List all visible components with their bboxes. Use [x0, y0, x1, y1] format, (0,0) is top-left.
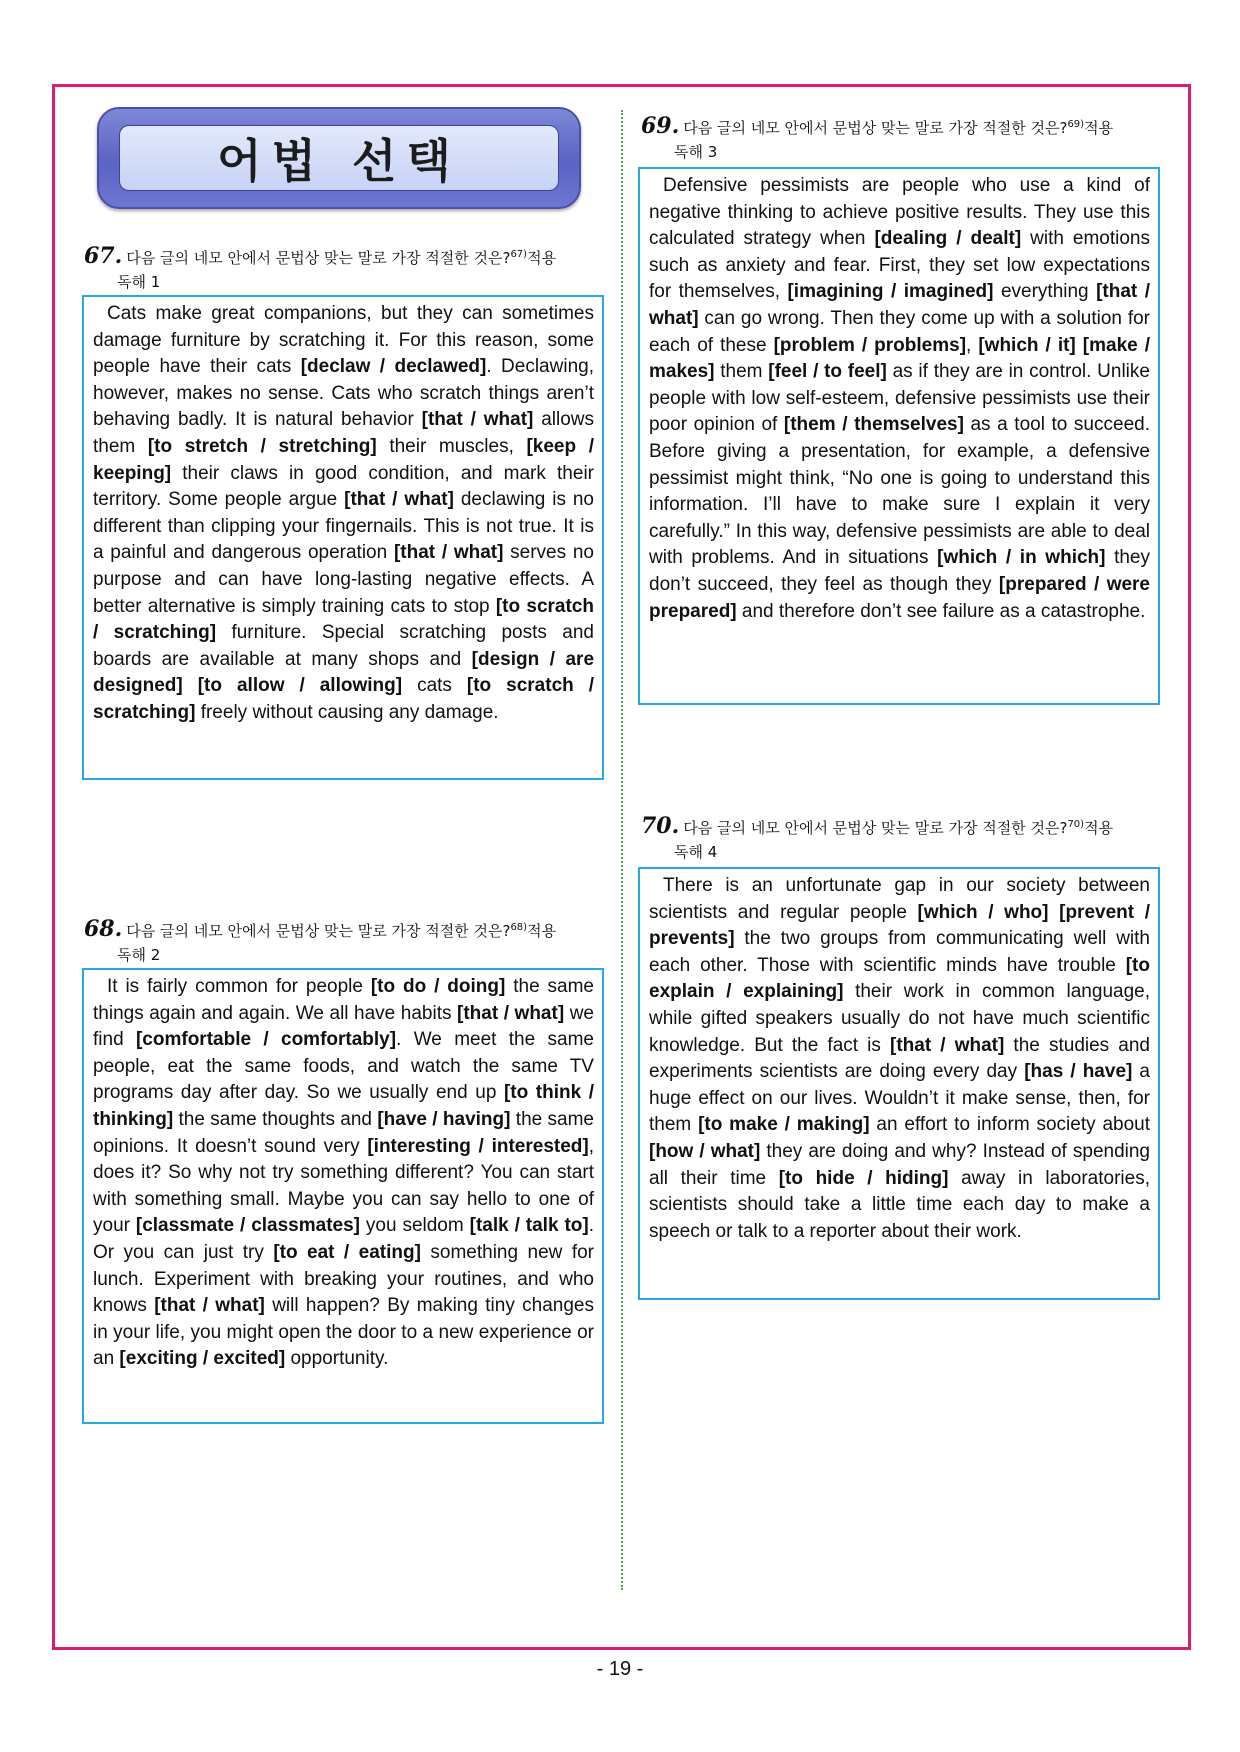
grammar-choice: [that / what] — [154, 1295, 265, 1317]
grammar-choice: [to scratch / scratching] — [93, 595, 594, 644]
question-ref: 69) — [1067, 119, 1085, 130]
grammar-choice: [to scratch / scratching] — [93, 675, 595, 723]
question-ref: 68) — [510, 922, 528, 933]
question-tag: 적용 — [1084, 819, 1114, 837]
question-subtitle: 독해 4 — [674, 843, 718, 861]
passage-text: . We meet the same people, eat the same foods, and watch the same TV programs day after day. So we usually end up — [93, 1029, 594, 1104]
section-title: 어법 선택 — [217, 134, 461, 188]
passage-text: . Or you can just try — [93, 1215, 594, 1263]
grammar-choice: [to allow / allowing] — [197, 675, 403, 697]
passage-text: the same thoughts and — [173, 1108, 378, 1130]
passage-text — [1076, 335, 1083, 356]
passage-text: cats — [402, 675, 467, 697]
grammar-choice: [to think / thinking] — [93, 1082, 594, 1130]
passage-text: and therefore don’t see failure as a catastrophe. — [736, 600, 1146, 622]
grammar-choice: [interesting / interested] — [367, 1135, 589, 1157]
passage-text: with emotions such as anxiety and fear. First, they set low expectations for themselves, — [649, 228, 1150, 303]
passage-text: can go wrong. Then they come up with a solution for each of these — [649, 307, 1150, 356]
passage-67 — [82, 295, 604, 780]
question-tag: 적용 — [527, 922, 557, 940]
grammar-choice: [classmate / classmates] — [135, 1215, 360, 1237]
passage-text: they are doing and why? Instead of spending all their time — [649, 1140, 1150, 1189]
passage-text: everything — [993, 281, 1097, 303]
grammar-choice: [have / having] — [377, 1108, 511, 1130]
grammar-choice: [to do / doing] — [370, 976, 506, 997]
passage-text: they don’t succeed, they feel as though they — [649, 547, 1150, 595]
passage-text: , — [966, 334, 979, 356]
grammar-choice: [has / have] — [1024, 1061, 1133, 1083]
passage-text: It is fairly common for people — [107, 976, 371, 997]
passage-68 — [82, 968, 604, 1424]
question-prompt: 다음 글의 네모 안에서 문법상 맞는 말로 가장 적절한 것은? — [126, 922, 511, 940]
grammar-choice: [that / what] — [457, 1002, 565, 1024]
grammar-choice: [which / it] — [978, 334, 1076, 356]
passage-text: the two groups from communicating well with each other. Those with scientific minds have trouble — [649, 928, 1150, 976]
passage-text: . Declawing, however, makes no sense. Cats who scratch things aren’t behaving badly. It is natural behavior — [93, 356, 594, 431]
grammar-choice: [how / what] — [649, 1140, 761, 1162]
grammar-choice: [which / who] — [917, 901, 1049, 923]
passage-text: There is an unfortunate gap in our society between scientists and regular people — [649, 875, 1150, 923]
question-number: 69. — [641, 113, 680, 139]
question-prompt: 다음 글의 네모 안에서 문법상 맞는 말로 가장 적절한 것은? — [683, 819, 1068, 837]
question-subtitle: 독해 3 — [674, 143, 718, 161]
grammar-choice: [imagining / imagined] — [787, 281, 994, 303]
passage-text — [183, 675, 198, 696]
question-header-67 — [84, 243, 604, 293]
grammar-choice: [prepared / were prepared] — [649, 573, 1151, 622]
question-header-68 — [84, 916, 604, 966]
grammar-choice: [them / themselves] — [783, 414, 964, 436]
passage-text: opportunity. — [285, 1348, 389, 1370]
grammar-choice: [that / what] — [393, 542, 504, 564]
grammar-choice: [to explain / explaining] — [649, 954, 1150, 1003]
question-tag: 적용 — [1084, 119, 1114, 137]
grammar-choice: [feel / to feel] — [768, 361, 887, 383]
passage-text: away in laboratories, scientists should take a little time each day to make a speech or talk to a reporter about their work. — [649, 1167, 1150, 1242]
grammar-choice: [make / makes] — [649, 334, 1151, 383]
question-number: 68. — [84, 916, 123, 942]
grammar-choice: [problem / problems] — [773, 334, 967, 356]
column-divider — [621, 110, 623, 1590]
grammar-choice: [dealing / dealt] — [874, 228, 1022, 250]
question-tag: 적용 — [527, 249, 557, 267]
passage-text: you seldom — [360, 1215, 470, 1237]
grammar-choice: [exciting / excited] — [119, 1348, 286, 1370]
question-prompt: 다음 글의 네모 안에서 문법상 맞는 말로 가장 적절한 것은? — [683, 119, 1068, 137]
question-ref: 67) — [510, 249, 528, 260]
grammar-choice: [to hide / hiding] — [778, 1167, 949, 1189]
section-title-banner — [97, 107, 581, 209]
question-number: 67. — [84, 243, 123, 269]
question-subtitle: 독해 2 — [117, 946, 161, 964]
passage-text: allows them — [93, 409, 594, 457]
passage-text: will happen? By making tiny changes in your life, you might open the door to a new experience or an — [93, 1295, 594, 1370]
grammar-choice: [that / what] — [421, 409, 534, 431]
grammar-choice: [that / what] — [344, 489, 454, 511]
question-header-70 — [641, 813, 1161, 863]
passage-text: as if they are in control. Unlike people with low self-esteem, defensive pessimists use their poor opinion of — [649, 361, 1150, 436]
grammar-choice: [to eat / eating] — [273, 1241, 421, 1263]
passage-text: freely without causing any damage. — [195, 701, 499, 723]
passage-text — [1049, 902, 1060, 923]
passage-text: them — [714, 361, 769, 383]
grammar-choice: [to stretch / stretching] — [147, 435, 377, 457]
grammar-choice: [that / what] — [649, 281, 1150, 329]
passage-text: serves no purpose and can have long-lasting negative effects. A better alternative is simply training cats to stop — [93, 542, 594, 617]
passage-text: the studies and experiments scientists are doing every day — [649, 1034, 1150, 1083]
passage-text: something new for lunch. Experiment with breaking your routines, and who knows — [93, 1241, 594, 1317]
section-title-inner — [119, 125, 559, 191]
passage-text: an effort to inform society about — [869, 1114, 1150, 1136]
passage-text: the same things again and again. We all have habits — [93, 976, 594, 1024]
passage-70 — [638, 867, 1160, 1300]
passage-text: Cats make great companions, but they can sometimes damage furniture by scratching it. For this reason, some people have their cats — [93, 303, 594, 378]
passage-text: as a tool to succeed. Before giving a presentation, for example, a defensive pessimist might think, “No one is going to understand this information. I’ll have to make sure I explain it very carefully.” In this way, defensive pessimists are able to deal with problems. And in situations — [649, 414, 1150, 569]
passage-text: a huge effect on our lives. Wouldn’t it make sense, then, for them — [649, 1061, 1150, 1136]
passage-text: declawing is no different than clipping your fingernails. This is not true. It is a painful and dangerous operation — [93, 489, 594, 564]
passage-text: , does it? So why not try something different? You can start with something small. Maybe you can say hello to one of your — [93, 1135, 595, 1237]
grammar-choice: [prevent / prevents] — [649, 901, 1150, 950]
grammar-choice: [that / what] — [890, 1034, 1005, 1056]
grammar-choice: [to make / making] — [698, 1114, 870, 1136]
question-prompt: 다음 글의 네모 안에서 문법상 맞는 말로 가장 적절한 것은? — [126, 249, 511, 267]
passage-text: furniture. Special scratching posts and boards are available at many shops and — [93, 622, 594, 670]
grammar-choice: [comfortable / comfortably] — [135, 1029, 397, 1051]
grammar-choice: [design / are designed] — [93, 648, 595, 697]
grammar-choice: [which / in which] — [937, 547, 1106, 569]
grammar-choice: [keep / keeping] — [93, 435, 594, 484]
passage-text: their work in common language, while gifted speakers usually do not have much scientific knowledge. But the fact is — [649, 981, 1150, 1056]
passage-text: the same opinions. It doesn’t sound very — [93, 1108, 595, 1157]
question-ref: 70) — [1067, 819, 1085, 830]
passage-text: their muscles, — [376, 435, 527, 457]
passage-text: Defensive pessimists are people who use a kind of negative thinking to achieve positive results. They use this calculated strategy when — [649, 175, 1150, 250]
question-number: 70. — [641, 813, 680, 839]
passage-69 — [638, 167, 1160, 705]
grammar-choice: [talk / talk to] — [469, 1215, 589, 1237]
passage-text: we find — [93, 1002, 594, 1051]
passage-text: their claws in good condition, and mark their territory. Some people argue — [93, 462, 594, 511]
grammar-choice: [declaw / declawed] — [300, 356, 487, 378]
question-subtitle: 독해 1 — [117, 273, 161, 291]
question-header-69 — [641, 113, 1161, 163]
page-number: - 19 - — [596, 1658, 644, 1680]
